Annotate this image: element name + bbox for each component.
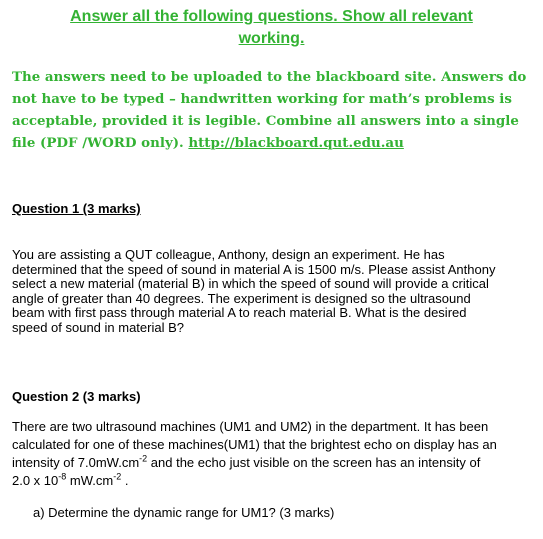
heading-line-2: working. — [238, 30, 305, 47]
question-2-body — [12, 418, 537, 490]
question-2-line-3 — [12, 454, 537, 472]
intro-line-3: acceptable, provided it is legible. Combine all answers into a single — [12, 113, 519, 129]
question-1-line: You are assisting a QUT colleague, Anthony, design an experiment. He has — [12, 247, 445, 262]
q2-line3-a: intensity of 7.0mW.cm — [12, 455, 140, 470]
intro-line-2: not have to be typed – handwritten working for math’s problems is — [12, 91, 512, 107]
q2-line4-b: mW.cm — [66, 473, 114, 488]
q2-line4-c: . — [121, 473, 129, 488]
question-1-line: determined that the speed of sound in material A is 1500 m/s. Please assist Anthony — [12, 261, 496, 277]
question-2-line-1: There are two ultrasound machines (UM1 and UM2) in the department. It has been — [12, 419, 489, 434]
q2-line4-sup1: -8 — [58, 471, 67, 482]
heading-line-1: Answer all the following questions. Show all relevant — [70, 8, 473, 25]
question-2-title: Question 2 (3 marks) — [12, 389, 141, 404]
intro-line-4-text: file (PDF /WORD only). — [12, 135, 189, 151]
question-2-part-a: a) Determine the dynamic range for UM1? (3 marks) — [33, 505, 335, 520]
question-1-line: speed of sound in material B? — [12, 319, 184, 335]
blackboard-link[interactable]: http://blackboard.qut.edu.au — [188, 135, 404, 151]
instructions-heading — [0, 6, 543, 50]
question-1-line: angle of greater than 40 degrees. The experiment is designed so the ultrasound — [12, 290, 471, 306]
submission-instructions — [12, 66, 532, 154]
q2-line4-a: 2.0 x 10 — [12, 473, 59, 488]
question-1-line: select a new material (material B) in which the speed of sound will provide a critical — [12, 276, 489, 291]
intro-line-4 — [12, 132, 532, 154]
question-1-body — [12, 248, 532, 335]
question-1-line: beam with first pass through material A to reach material B. What is the desired — [12, 305, 467, 320]
intro-line-1: The answers need to be uploaded to the blackboard site. Answers do — [12, 69, 527, 85]
question-1-title: Question 1 (3 marks) — [12, 201, 141, 216]
q2-line3-sup: -2 — [139, 453, 148, 464]
question-2-line-4 — [12, 472, 537, 490]
question-2-line-2: calculated for one of these machines(UM1) that the brightest echo on display has an — [12, 437, 497, 452]
q2-line4-sup2: -2 — [113, 471, 122, 482]
q2-line3-b: and the echo just visible on the screen has an intensity of — [147, 455, 481, 470]
